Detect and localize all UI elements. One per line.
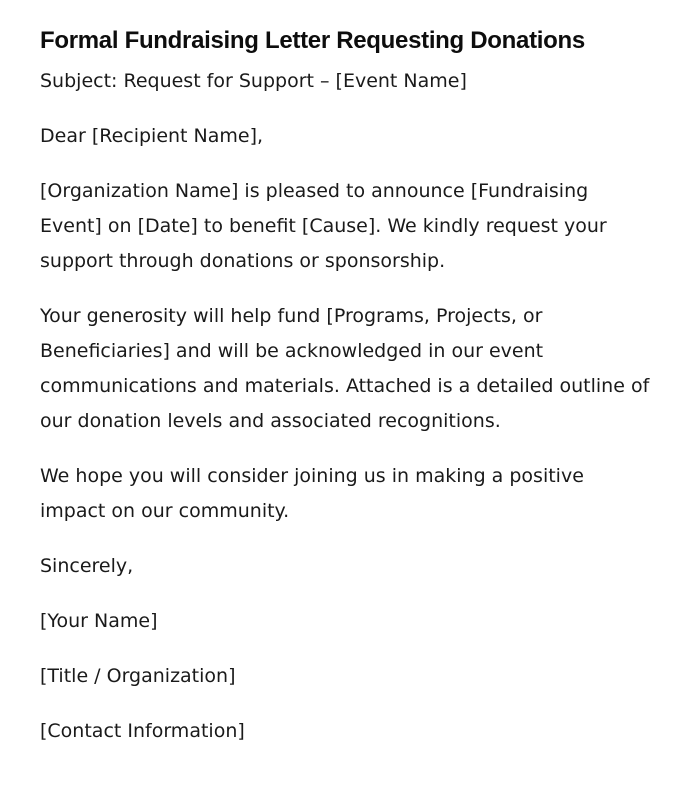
- signature-title: [Title / Organization]: [40, 665, 236, 687]
- signature-contact: [Contact Information]: [40, 720, 245, 742]
- letter-closing: Sincerely,: [40, 555, 134, 577]
- letter-paragraph-intro: [Organization Name] is pleased to announce [Fundraising Event] on [Date] to benefit [Cause]. We kindly request your support through donations or sponsorship.: [40, 180, 607, 272]
- letter-paragraph-appeal: We hope you will consider joining us in making a positive impact on our community.: [40, 465, 584, 522]
- letter-paragraph-details: Your generosity will help fund [Programs, Projects, or Beneficiaries] and will be acknowledged in our event communications and materials. Attached is a detailed outline of our donation levels and associated recognitions.: [40, 305, 650, 432]
- letter-title: Formal Fundraising Letter Requesting Donations: [40, 27, 585, 54]
- letter-subject: Subject: Request for Support – [Event Name]: [40, 70, 467, 92]
- signature-name: [Your Name]: [40, 610, 158, 632]
- letter-salutation: Dear [Recipient Name],: [40, 125, 264, 147]
